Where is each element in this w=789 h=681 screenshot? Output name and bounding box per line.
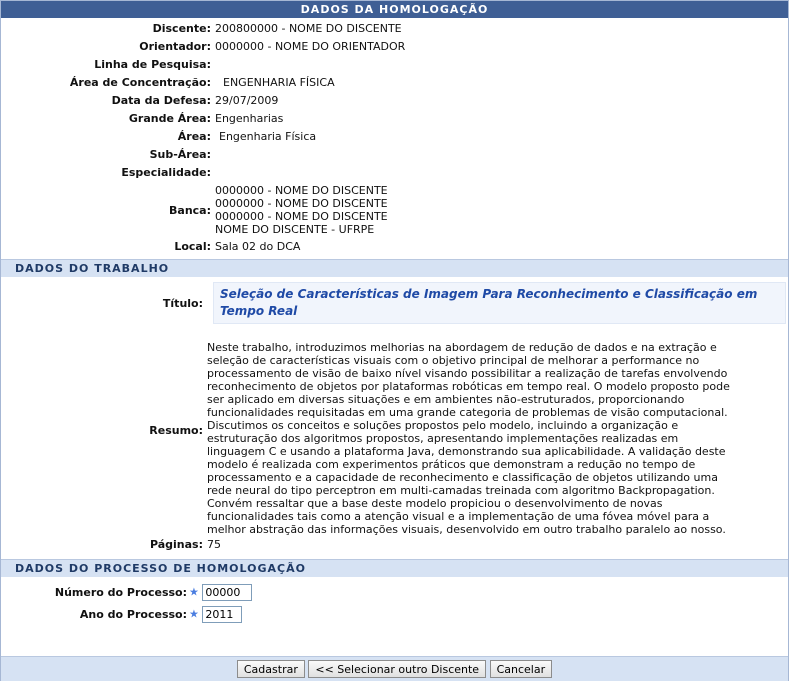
orientador-value: 0000000 - NOME DO ORIENTADOR bbox=[215, 40, 406, 53]
banca-member: 0000000 - NOME DO DISCENTE bbox=[215, 184, 388, 197]
discente-value: 200800000 - NOME DO DISCENTE bbox=[215, 22, 402, 35]
ano-processo-label: Ano do Processo: bbox=[79, 607, 187, 621]
titulo-value: Seleção de Características de Imagem Para Reconhecimento e Classificação em Tempo Real bbox=[213, 282, 786, 324]
dados-processo-section-title: DADOS DO PROCESSO DE HOMOLOGAÇÃO bbox=[1, 559, 788, 577]
sub-area-value bbox=[215, 146, 405, 164]
area-value: Engenharia Física bbox=[219, 130, 317, 143]
area-label: Área: bbox=[177, 130, 211, 143]
grande-area-label: Grande Área: bbox=[128, 112, 211, 125]
paginas-value: 75 bbox=[207, 538, 221, 551]
resumo-value: Neste trabalho, introduzimos melhorias na abordagem de redução de dados e na extração e seleção de características visuais com o objetivo principal de melhorar a performance no processamento de visão de baixo nível visando possibilitar a realização de tarefas envolvendo reconhecimento de objetos por plataformas robóticas em tempo real. O modelo proposto pode ser aplicado em diversas situações e em ambientes não-estruturados, proporcionando funcionalidades requisitadas em uma grande categoria de problemas de visão computacional. Discutimos os conceitos e soluções propostos pelo modelo, incluindo a organização e estruturação dos algoritmos propostos, apresentando implementações realizadas em linguagem C e usando a plataforma Java, demonstrando sua aplicabilidade. A validação deste modelo é realizada com experimentos práticos que demonstram a redução no tempo de processamento e a capacidade de reconhecimento e classificação de objetos utilizando uma rede neural do tipo perceptron em multi-camadas treinada com algoritmo Backpropagation. Convém ressaltar que a base deste modelo propiciou o desenvolvimento de novas funcionalidades tais como a atenção visual e a implementação de uma fóvea móvel para a melhor abstração das informações visuais, desenvolvido em outro trabalho paralelo ao nosso. bbox=[207, 341, 730, 536]
especialidade-value bbox=[215, 164, 405, 182]
banca-list bbox=[215, 182, 405, 238]
linha-pesquisa-label: Linha de Pesquisa: bbox=[94, 58, 211, 71]
selecionar-outro-discente-button[interactable]: << Selecionar outro Discente bbox=[308, 660, 486, 678]
required-star-icon: ★ bbox=[189, 607, 199, 620]
dados-homologacao-table bbox=[1, 20, 405, 256]
titulo-label: Título: bbox=[162, 296, 203, 310]
linha-pesquisa-value bbox=[215, 56, 405, 74]
cancelar-button[interactable]: Cancelar bbox=[490, 660, 553, 678]
orientador-label: Orientador: bbox=[139, 40, 211, 53]
local-value: Sala 02 do DCA bbox=[215, 240, 301, 253]
form-actions bbox=[1, 656, 788, 681]
banca-label: Banca: bbox=[169, 203, 211, 217]
local-label: Local: bbox=[174, 240, 211, 253]
discente-label: Discente: bbox=[152, 22, 211, 35]
panel-title: DADOS DA HOMOLOGAÇÃO bbox=[1, 1, 788, 18]
paginas-label: Páginas: bbox=[149, 538, 203, 551]
banca-member: 0000000 - NOME DO DISCENTE bbox=[215, 197, 388, 210]
numero-processo-input[interactable] bbox=[202, 584, 252, 601]
dados-trabalho-table bbox=[1, 282, 786, 554]
ano-processo-input[interactable] bbox=[202, 606, 242, 623]
required-star-icon: ★ bbox=[189, 585, 199, 598]
cadastrar-button[interactable]: Cadastrar bbox=[237, 660, 305, 678]
dados-processo-table bbox=[1, 581, 252, 625]
data-defesa-label: Data da Defesa: bbox=[111, 94, 211, 107]
sub-area-label: Sub-Área: bbox=[149, 148, 211, 161]
resumo-label: Resumo: bbox=[149, 423, 203, 437]
banca-member: NOME DO DISCENTE - UFRPE bbox=[215, 223, 375, 236]
banca-member: 0000000 - NOME DO DISCENTE bbox=[215, 210, 388, 223]
area-concentracao-label: Área de Concentração: bbox=[69, 76, 211, 89]
grande-area-value: Engenharias bbox=[215, 112, 284, 125]
numero-processo-label: Número do Processo: bbox=[54, 585, 187, 599]
data-defesa-value: 29/07/2009 bbox=[215, 94, 279, 107]
dados-trabalho-section-title: DADOS DO TRABALHO bbox=[1, 259, 788, 277]
especialidade-label: Especialidade: bbox=[121, 166, 211, 179]
area-concentracao-value: ENGENHARIA FÍSICA bbox=[223, 76, 335, 89]
